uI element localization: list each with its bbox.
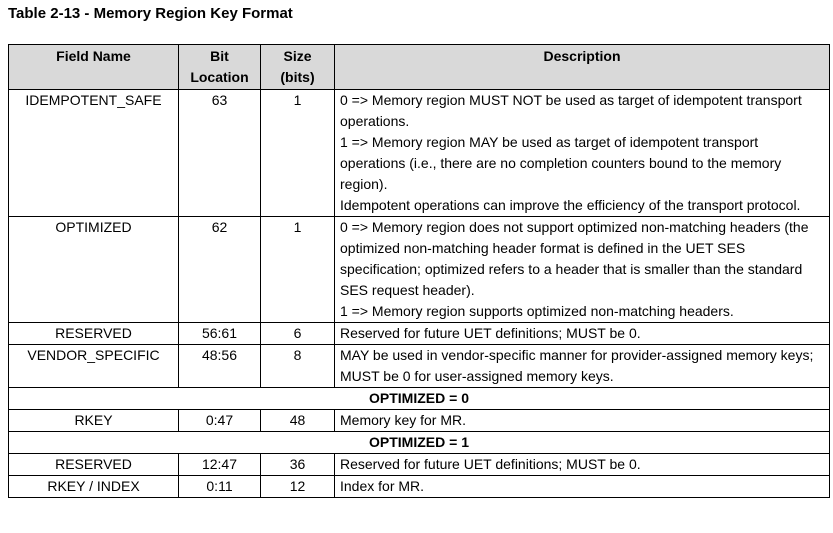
field-name-cell: RESERVED — [9, 323, 179, 345]
field-name-cell: RESERVED — [9, 454, 179, 476]
size-cell: 6 — [261, 323, 335, 345]
header-size-line1: Size — [283, 48, 312, 64]
size-cell: 48 — [261, 410, 335, 432]
header-description — [335, 45, 830, 90]
description-paragraph: 0 => Memory region does not support optimized non-matching headers (the optimized non-matching header format is defined in the UET SES specification; optimized refers to a header that is smaller than the standard SES request header). — [340, 219, 809, 298]
table-header-row — [9, 45, 830, 90]
bit-location-cell: 48:56 — [179, 345, 261, 388]
bit-location-cell: 0:11 — [179, 476, 261, 498]
bit-location-cell: 63 — [179, 90, 261, 217]
description-cell — [335, 90, 830, 217]
header-description-label: Description — [543, 48, 621, 64]
size-cell: 12 — [261, 476, 335, 498]
description-cell — [335, 476, 830, 498]
description-paragraph: 1 => Memory region MAY be used as target of idempotent transport operations (i.e., there are no completion counters bound to the memory region). — [340, 134, 782, 192]
description-cell — [335, 217, 830, 323]
table-row — [9, 454, 830, 476]
bit-location-cell: 0:47 — [179, 410, 261, 432]
description-paragraph: Memory key for MR. — [340, 412, 467, 428]
description-cell — [335, 454, 830, 476]
size-cell: 1 — [261, 217, 335, 323]
size-cell: 1 — [261, 90, 335, 217]
section-optimized-1-label: OPTIMIZED = 1 — [9, 432, 830, 454]
description-cell — [335, 323, 830, 345]
header-bit-location-line1: Bit — [210, 48, 229, 64]
table-row — [9, 345, 830, 388]
description-paragraph: 1 => Memory region supports optimized non-matching headers. — [340, 303, 734, 319]
header-bit-location-line2: Location — [190, 69, 249, 85]
field-name-cell: IDEMPOTENT_SAFE — [9, 90, 179, 217]
field-name-cell: VENDOR_SPECIFIC — [9, 345, 179, 388]
section-optimized-1 — [9, 432, 830, 454]
section-optimized-0 — [9, 388, 830, 410]
header-bit-location — [179, 45, 261, 90]
field-name-cell: RKEY / INDEX — [9, 476, 179, 498]
header-size-line2: (bits) — [280, 69, 315, 85]
table-row — [9, 323, 830, 345]
memory-region-key-table — [8, 44, 830, 498]
description-paragraph: Idempotent operations can improve the efficiency of the transport protocol. — [340, 197, 801, 213]
section-optimized-0-label: OPTIMIZED = 0 — [9, 388, 830, 410]
table-row — [9, 410, 830, 432]
description-paragraph: MAY be used in vendor-specific manner for provider-assigned memory keys; MUST be 0 for user-assigned memory keys. — [340, 347, 814, 384]
description-paragraph: Reserved for future UET definitions; MUST be 0. — [340, 456, 641, 472]
description-cell — [335, 410, 830, 432]
table-row — [9, 90, 830, 217]
bit-location-cell: 56:61 — [179, 323, 261, 345]
description-paragraph: Index for MR. — [340, 478, 425, 494]
description-paragraph: Reserved for future UET definitions; MUST be 0. — [340, 325, 641, 341]
header-field-name-label: Field Name — [56, 48, 131, 64]
table-caption: Table 2-13 - Memory Region Key Format — [8, 5, 293, 22]
table-row — [9, 476, 830, 498]
table-row — [9, 217, 830, 323]
description-cell — [335, 345, 830, 388]
header-size — [261, 45, 335, 90]
header-field-name — [9, 45, 179, 90]
bit-location-cell: 62 — [179, 217, 261, 323]
table-body — [9, 90, 830, 498]
size-cell: 8 — [261, 345, 335, 388]
size-cell: 36 — [261, 454, 335, 476]
description-paragraph: 0 => Memory region MUST NOT be used as target of idempotent transport operations. — [340, 92, 802, 129]
bit-location-cell: 12:47 — [179, 454, 261, 476]
field-name-cell: RKEY — [9, 410, 179, 432]
field-name-cell: OPTIMIZED — [9, 217, 179, 323]
